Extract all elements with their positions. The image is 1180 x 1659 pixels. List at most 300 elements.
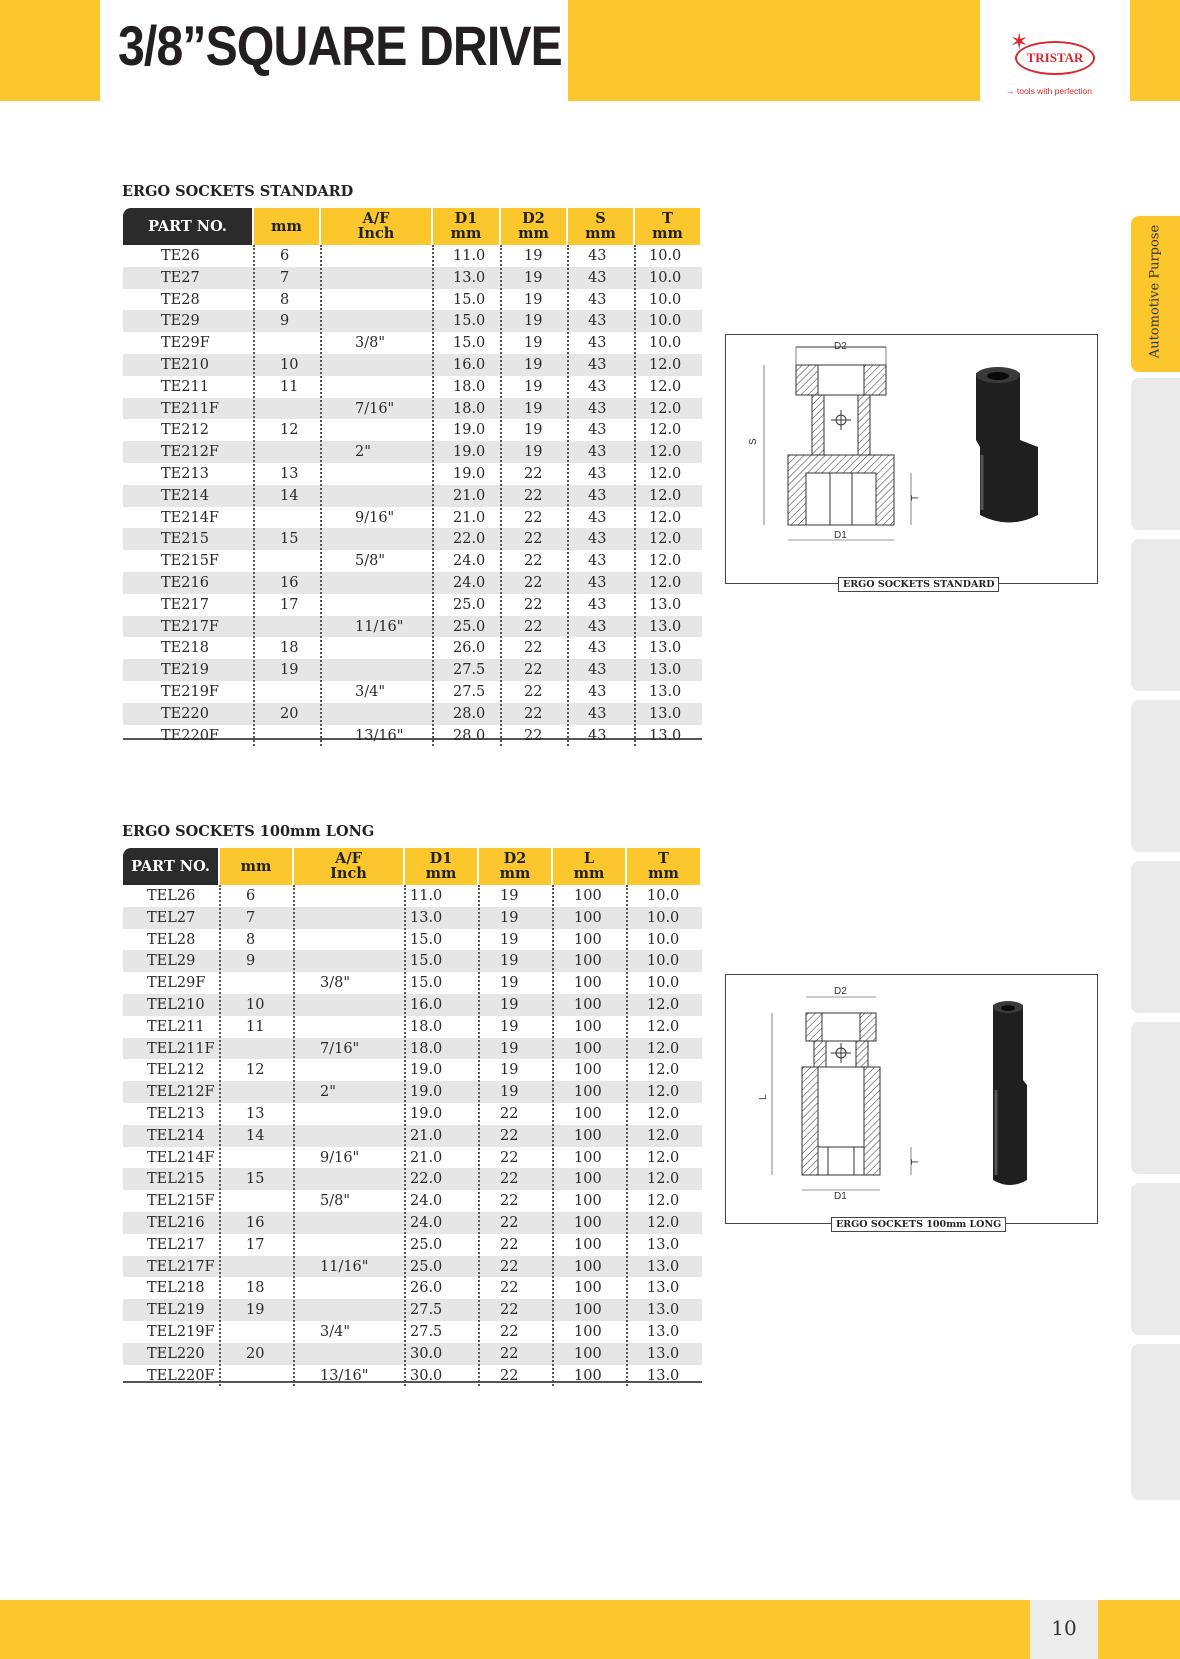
table-cell: 25.0 [410,1258,443,1275]
table-row [123,376,702,398]
table-cell: 100 [574,909,602,926]
table-cell: 10.0 [649,313,682,330]
table-cell: 100 [574,1302,602,1319]
table-cell: TEL216 [147,1215,205,1231]
table-cell: 11/16" [355,618,404,635]
side-tab[interactable] [1131,1022,1180,1174]
table-cell: TE215F [161,553,219,570]
column-header-line2: mm [648,865,679,882]
table-cell: 13.0 [647,1367,680,1384]
table-cell: 22 [524,466,543,482]
table-cell: 18.0 [453,400,486,417]
table-cell: TE213 [161,466,209,482]
table-cell: 12.0 [649,466,682,482]
table-cell: 13.0 [453,269,486,286]
table-cell: 100 [574,1040,602,1057]
table-row [123,1343,702,1365]
table-cell: 15.0 [410,953,443,970]
column-header [501,208,568,245]
table-cell: 20 [280,705,299,722]
column-separator [404,885,406,1386]
table-row [123,398,702,420]
dim-label-d2: D2 [834,986,847,997]
table-row [123,703,702,725]
table-cell: 100 [574,1367,602,1384]
dim-label-d1: D1 [834,1191,847,1202]
table-cell: 10.0 [649,248,682,264]
table-cell: 100 [574,931,602,948]
table-cell: 19 [524,422,543,439]
column-header-line2: mm [425,865,457,882]
table-row [123,1168,702,1190]
table-cell: 22 [500,1193,519,1210]
table-cell: 14 [246,1127,265,1144]
table-cell: TEL212F [147,1084,215,1101]
table-cell: 22 [500,1258,519,1275]
column-separator [253,245,255,746]
table-cell: 19 [500,1062,519,1079]
table-row [123,507,702,529]
table-cell: 13.0 [647,1324,680,1340]
table-cell: 15.0 [410,975,443,992]
figure-caption-long: ERGO SOCKETS 100mm LONG [831,1217,1006,1232]
table-cell: 9 [280,313,290,330]
table-cell: 10.0 [649,335,682,352]
table-cell: 22 [500,1324,519,1340]
table-cell: 19 [500,953,519,970]
column-header-line1: PART NO. [131,858,210,875]
table-cell: 13.0 [649,618,682,635]
table-cell: 22 [500,1171,519,1188]
side-tab[interactable] [1131,700,1180,852]
dim-label-t: T [910,1158,921,1165]
table-cell: 27.5 [453,662,486,679]
column-header-line2: mm [652,225,683,242]
table-cell: 22 [500,1215,519,1231]
table-cell: TE212F [161,444,219,461]
table-cell: 19 [524,378,543,395]
table-cell: 43 [588,313,607,330]
table-row [123,594,702,616]
table-cell: 26.0 [453,640,486,657]
column-header [553,848,627,885]
table-cell: 10 [280,357,299,373]
table-cell: 100 [574,1149,602,1166]
dim-label-s: S [748,438,759,445]
socket-drawing-long [726,975,1097,1223]
table-cell: 12 [246,1062,265,1079]
table-cell: 17 [246,1236,265,1253]
table-row [123,929,702,951]
table-cell: 19 [500,931,519,948]
table-cell: 100 [574,1193,602,1210]
column-header [405,848,479,885]
table-row [123,310,702,332]
table-cell: 22.0 [410,1171,443,1188]
table-cell: 22 [524,684,543,700]
table-cell: 43 [588,531,607,548]
page-title: 3/8”SQUARE DRIVE [118,14,562,77]
section-title-standard: ERGO SOCKETS STANDARD [122,183,354,200]
table-cell: 2" [355,444,371,461]
table-row [123,725,702,747]
column-header [123,208,254,245]
table-row [123,1299,702,1321]
table-cell: 13.0 [647,1302,680,1319]
column-header-line2: mm [499,865,531,882]
table-cell: 22 [524,596,543,613]
table-cell: 13.0 [647,1280,680,1297]
table-cell: 10.0 [647,909,680,926]
table-cell: 18 [246,1280,265,1297]
table-cell: 24.0 [453,553,486,570]
table-row [123,885,702,907]
column-header-line1: S [595,210,606,227]
table-cell: 22.0 [453,531,486,548]
table-cell: TEL211F [147,1040,215,1057]
table-cell: 9 [246,953,256,970]
table-cell: TE220 [161,705,209,722]
table-cell: TEL210 [147,997,205,1013]
column-separator [500,245,502,746]
table-cell: 100 [574,1018,602,1035]
table-cell: 10.0 [647,975,680,992]
table-cell: 3/4" [320,1324,351,1340]
table-cell: 19 [500,975,519,992]
figure-standard [725,334,1098,590]
table-cell: 12.0 [647,1062,680,1079]
table-cell: 22 [500,1345,519,1362]
side-tab[interactable] [1131,1344,1180,1500]
table-row [123,1125,702,1147]
table-cell: TEL26 [147,888,196,904]
table-cell: 43 [588,575,607,591]
table-cell: 12.0 [649,575,682,591]
table-cell: 43 [588,684,607,700]
table-cell: 22 [524,553,543,570]
table-cell: 43 [588,662,607,679]
table-cell: 18.0 [410,1018,443,1035]
table-row [123,289,702,311]
table-cell: 10.0 [647,953,680,970]
table-cell: 22 [524,727,543,744]
table-cell: TEL29F [147,975,206,992]
table-cell: TEL219 [147,1302,205,1319]
table-cell: 26.0 [410,1280,443,1297]
dim-label-d1: D1 [834,530,847,541]
side-tab[interactable] [1131,378,1180,530]
table-row [123,528,702,550]
table-row [123,354,702,376]
table-cell: 100 [574,1127,602,1144]
figure-caption-standard: ERGO SOCKETS STANDARD [838,577,999,592]
table-cell: 10.0 [649,291,682,308]
table-cell: 8 [280,291,290,308]
figure-long [725,974,1098,1230]
table-cell: 100 [574,1106,602,1122]
table-row [123,1147,702,1169]
table-cell: TE219 [161,662,209,679]
table-cell: 13.0 [649,684,682,700]
table-cell: 3/8" [355,335,386,352]
table-cell: 22 [524,662,543,679]
table-cell: TEL215F [147,1193,215,1210]
table-cell: 12.0 [649,509,682,526]
column-separator [320,245,322,746]
column-separator [626,885,628,1386]
table-cell: 12.0 [647,1127,680,1144]
table-cell: 27.5 [453,684,486,700]
table-cell: 13.0 [649,705,682,722]
table-cell: 19 [524,400,543,417]
table-cell: 43 [588,248,607,264]
table-cell: 7/16" [320,1040,360,1057]
column-header [321,208,433,245]
table-cell: 12.0 [647,1040,680,1057]
table-row [123,1059,702,1081]
table-cell: 10.0 [647,931,680,948]
table-cell: TE210 [161,357,209,373]
table-cell: 10.0 [649,269,682,286]
table-cell: 19 [524,291,543,308]
table-cell: 25.0 [453,618,486,635]
table-row [123,550,702,572]
table-cell: 19 [500,997,519,1013]
table-cell: 22 [500,1280,519,1297]
table-cell: 6 [280,248,290,264]
table-cell: 12.0 [647,1149,680,1166]
table-cell: 43 [588,618,607,635]
table-cell: 22 [500,1106,519,1122]
side-tab[interactable] [1131,1183,1180,1335]
table-cell: 12.0 [647,1084,680,1101]
table-row [123,972,702,994]
table-cell: 28.0 [453,705,486,722]
table-cell: 12.0 [649,400,682,417]
table-cell: 12.0 [649,553,682,570]
column-header-line1: PART NO. [148,218,227,235]
table-cell: 27.5 [410,1324,443,1340]
page-number: 10 [1030,1600,1098,1659]
column-header-line1: D1 [454,210,478,227]
table-cell: TEL220F [147,1367,215,1384]
column-header-line1: D2 [503,850,527,867]
table-cell: 16.0 [453,357,486,373]
table-cell: TE212 [161,422,209,439]
table-cell: 19.0 [410,1106,443,1122]
table-cell: 22 [524,575,543,591]
table-cell: 100 [574,975,602,992]
table-cell: 24.0 [410,1215,443,1231]
table-cell: 100 [574,953,602,970]
table-cell: 30.0 [410,1345,443,1362]
table-cell: 43 [588,705,607,722]
table-cell: TEL212 [147,1062,205,1079]
table-row [123,950,702,972]
table-cell: TE218 [161,640,209,657]
table-cell: 11 [246,1018,265,1035]
column-header [568,208,635,245]
table-row [123,616,702,638]
table-cell: 19.0 [410,1084,443,1101]
table-cell: 5/8" [320,1193,351,1210]
table-cell: 100 [574,1258,602,1275]
table-cell: 12.0 [647,1106,680,1122]
table-row [123,1277,702,1299]
column-header [635,208,702,245]
column-separator [293,885,295,1386]
column-header-line1: A/F [335,850,362,867]
table-cell: 28.0 [453,727,486,744]
table-cell: 18.0 [453,378,486,395]
table-cell: 19 [500,1018,519,1035]
table-cell: 17 [280,596,299,613]
table-cell: 7/16" [355,400,395,417]
column-header-line2: mm [573,865,605,882]
table-cell: 12.0 [647,1018,680,1035]
table-cell: 43 [588,400,607,417]
table-cell: 12.0 [649,378,682,395]
table-cell: 24.0 [453,575,486,591]
side-tab[interactable] [1131,861,1180,1013]
section-title-long: ERGO SOCKETS 100mm LONG [122,823,375,840]
table-cell: 19 [500,909,519,926]
table-cell: 12 [280,422,299,439]
table-cell: TE27 [161,269,200,286]
table-cell: 43 [588,640,607,657]
table-cell: 11.0 [453,248,486,264]
table-cell: 43 [588,269,607,286]
table-cell: 13.0 [649,727,682,744]
table-cell: 15.0 [453,313,486,330]
column-header-line1: mm [271,218,302,235]
table-row [123,267,702,289]
table-cell: 19.0 [410,1062,443,1079]
table-cell: 13 [280,466,299,482]
table-cell: 100 [574,1215,602,1231]
table-cell: 3/4" [355,684,386,700]
table-cell: 19 [500,1040,519,1057]
table-cell: TEL214 [147,1127,205,1144]
table-cell: 18.0 [410,1040,443,1057]
table-cell: 5/8" [355,553,386,570]
table-cell: 15.0 [453,335,486,352]
table-cell: TEL211 [147,1018,205,1035]
table-cell: 11 [280,378,299,395]
table-cell: 19 [246,1302,265,1319]
table-row [123,1365,702,1387]
table-cell: 8 [246,931,256,948]
column-header-line1: D1 [429,850,453,867]
table-cell: 100 [574,1345,602,1362]
table-cell: 13.0 [410,909,443,926]
column-header-line1: T [658,850,669,867]
table-cell: 100 [574,1236,602,1253]
side-tab[interactable] [1131,539,1180,691]
column-header-line1: mm [240,858,272,875]
table-long [123,848,702,1383]
column-header-line1: L [583,850,595,867]
table-cell: 19.0 [453,422,486,439]
table-row [123,1038,702,1060]
table-cell: 11/16" [320,1258,369,1275]
table-cell: TE219F [161,684,219,700]
table-cell: 19 [524,357,543,373]
table-cell: 12.0 [647,1171,680,1188]
table-cell: 19 [500,1084,519,1101]
column-header-line1: T [662,210,673,227]
table-cell: 22 [524,705,543,722]
table-cell: 19 [280,662,299,679]
table-cell: 12.0 [649,487,682,504]
column-separator [552,885,554,1386]
table-cell: 43 [588,444,607,461]
tab-automotive-purpose[interactable] [1131,216,1180,372]
table-row [123,419,702,441]
star-icon: ✶ [1010,30,1029,55]
column-header-line2: mm [585,225,616,242]
table-cell: 13.0 [647,1258,680,1275]
table-cell: 22 [524,531,543,548]
column-separator [478,885,480,1386]
table-cell: TEL218 [147,1280,205,1297]
table-cell: TEL28 [147,931,196,948]
table-cell: 21.0 [453,487,486,504]
table-cell: TEL220 [147,1345,205,1362]
table-cell: TEL29 [147,953,196,970]
table-row [123,1016,702,1038]
table-row [123,485,702,507]
table-cell: 100 [574,888,602,904]
table-cell: TE214F [161,509,219,526]
table-cell: 13/16" [320,1367,369,1384]
table-row [123,1212,702,1234]
table-cell: 22 [524,509,543,526]
table-cell: 14 [280,487,299,504]
table-cell: TEL219F [147,1324,215,1340]
table-cell: 100 [574,997,602,1013]
table-cell: 18 [280,640,299,657]
table-cell: 13/16" [355,727,404,744]
column-header [254,208,321,245]
table-cell: 21.0 [453,509,486,526]
table-cell: TE217 [161,596,209,613]
table-cell: 22 [524,487,543,504]
table-cell: 7 [280,269,290,286]
logo-tagline: → tools with perfection [1006,86,1092,96]
table-cell: 19 [524,269,543,286]
column-header [220,848,294,885]
table-cell: 25.0 [410,1236,443,1253]
table-row [123,1234,702,1256]
table-row [123,463,702,485]
dim-label-d2: D2 [834,341,847,352]
table-cell: 27.5 [410,1302,443,1319]
table-cell: 13.0 [649,596,682,613]
table-cell: 15.0 [453,291,486,308]
table-cell: TEL217 [147,1236,205,1253]
table-cell: TE29F [161,335,210,352]
table-cell: TE220F [161,727,219,744]
column-header [294,848,405,885]
header-accent-right [1130,0,1180,101]
table-cell: 13.0 [649,640,682,657]
table-cell: 9/16" [320,1149,360,1166]
column-separator [634,245,636,746]
column-header-line1: A/F [362,210,390,227]
table-cell: 7 [246,909,256,926]
table-row [123,245,702,267]
